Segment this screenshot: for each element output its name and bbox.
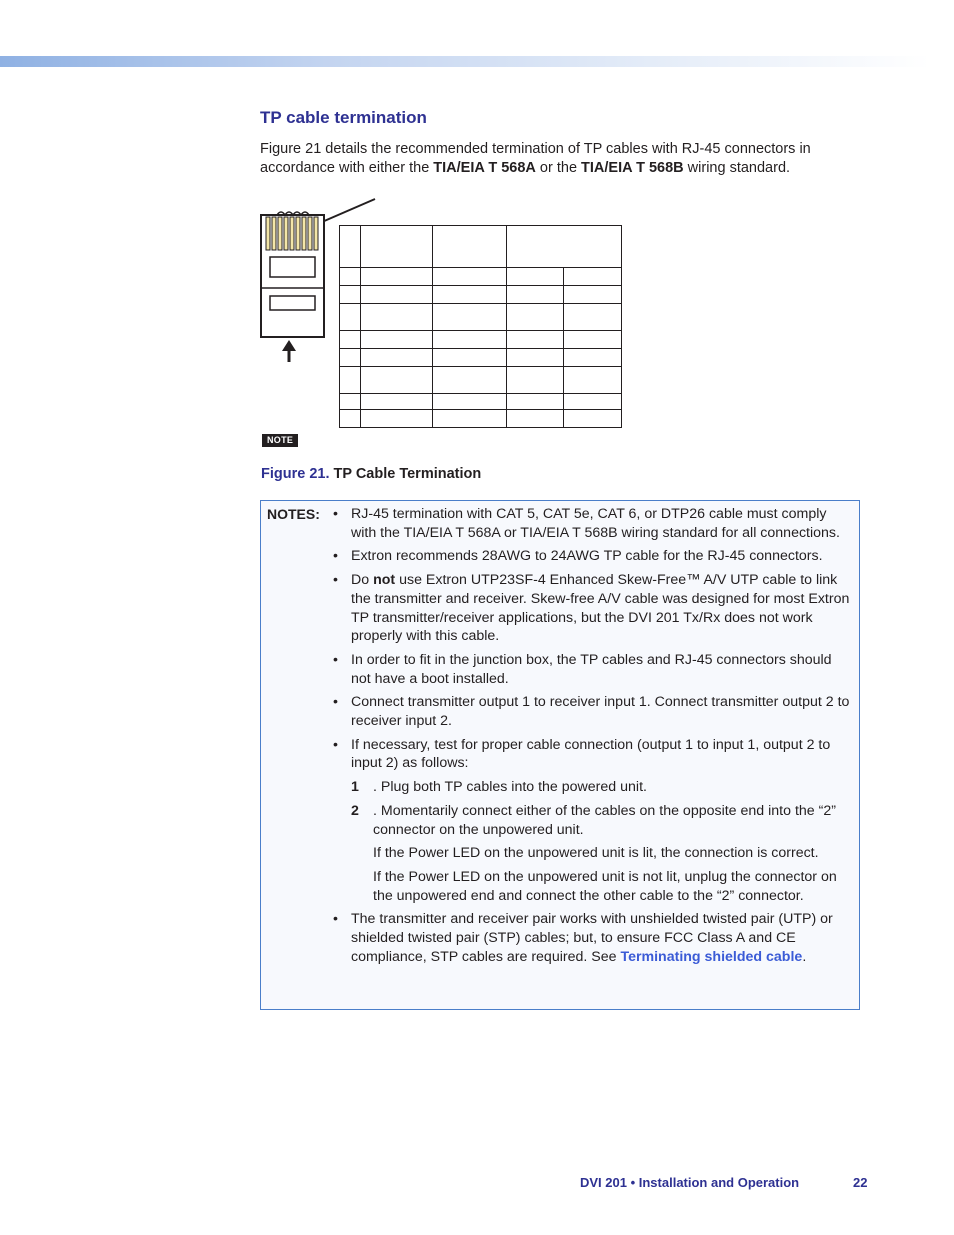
connector-window-lower [270, 296, 315, 310]
table-cell [340, 226, 361, 268]
footer-title: DVI 201 • Installation and Operation [580, 1175, 800, 1190]
test-steps [351, 778, 853, 839]
table-cell [433, 226, 507, 268]
header-gradient-bar [0, 56, 930, 67]
connector-window-upper [270, 257, 315, 277]
step-note: If the Power LED on the unpowered unit is lit, the connection is correct. [373, 845, 819, 862]
step-item: 1 . Plug both TP cables into the powered unit. [351, 779, 647, 796]
section-heading: TP cable termination [260, 108, 427, 127]
termination-table [339, 225, 622, 428]
notes-box [260, 500, 860, 1010]
list-item: • The transmitter and receiver pair works with unshielded twisted pair (UTP) or shielded twisted pair (STP) cables; but, to ensure FCC Class A and CE compliance, STP cables are required. See Terminating shielded cable. [331, 910, 853, 966]
standard-b: TIA/EIA T 568B [581, 160, 684, 176]
notes-list [331, 505, 853, 971]
notes-label: NOTES: [267, 506, 320, 522]
figure-number: Figure 21. [261, 466, 330, 482]
table-row [340, 367, 622, 394]
list-item: • Connect transmitter output 1 to receiver input 1. Connect transmitter output 2 to receiver input 2. [331, 693, 853, 730]
note-badge: NOTE [262, 434, 298, 447]
list-item: • Extron recommends 28AWG to 24AWG TP cable for the RJ-45 connectors. [331, 547, 853, 566]
table-row [340, 410, 622, 428]
list-item: • RJ-45 termination with CAT 5, CAT 5e, CAT 6, or DTP26 cable must comply with the TIA/EIA T 568A or TIA/EIA T 568B wiring standard for all connections. [331, 505, 853, 542]
table-row [340, 349, 622, 367]
terminating-shielded-cable-link[interactable]: Terminating shielded cable [620, 948, 803, 965]
figure-title: TP Cable Termination [333, 466, 482, 482]
step-note: If the Power LED on the unpowered unit is not lit, unplug the connector on the unpowered end and connect the other cable to the “2” connector. [373, 868, 837, 904]
table-header-row [340, 226, 622, 268]
table-row [340, 268, 622, 286]
intro-paragraph: Figure 21 details the recommended termination of TP cables with RJ-45 connectors in accordance with either the TIA/EIA T 568A or the TIA/EIA T 568B wiring standard. [260, 141, 811, 176]
list-item: • In order to fit in the junction box, the TP cables and RJ-45 connectors should not have a boot installed. [331, 651, 853, 688]
standard-a: TIA/EIA T 568A [433, 160, 536, 176]
table-row [340, 331, 622, 349]
table-cell [507, 226, 622, 268]
insert-arrow-icon [282, 340, 296, 362]
step-item: 2 . Momentarily connect either of the cables on the opposite end into the “2” connector on the unpowered unit. [351, 802, 836, 838]
connector-pins [266, 217, 318, 250]
list-item: • If necessary, test for proper cable connection (output 1 to input 1, output 2 to input 2) as follows: 1 . Plug both TP cables into the powered unit. 2 . Momentarily connect either of the cables on the opposite end into the “2” connector on the unpowered unit. If the Power LED on the unpowered unit is lit, the connection is correct. If the Power LED on the unpowered unit is not lit, unplug the connector on the unpowered end and connect the other cable to the “2” connector. [331, 736, 853, 906]
table-cell [361, 226, 433, 268]
table-row [340, 286, 622, 304]
list-item: • Do not use Extron UTP23SF-4 Enhanced Skew-Free™ A/V UTP cable to link the transmitter and receiver. Skew-free A/V cable was designed for most Extron TP transmitter/receiver applications, but the DVI 201 Tx/Rx does not work properly with this cable. [331, 571, 853, 646]
figure-caption [261, 466, 481, 482]
table-row [340, 304, 622, 331]
page-number: 22 [853, 1175, 868, 1190]
table-row [340, 394, 622, 410]
